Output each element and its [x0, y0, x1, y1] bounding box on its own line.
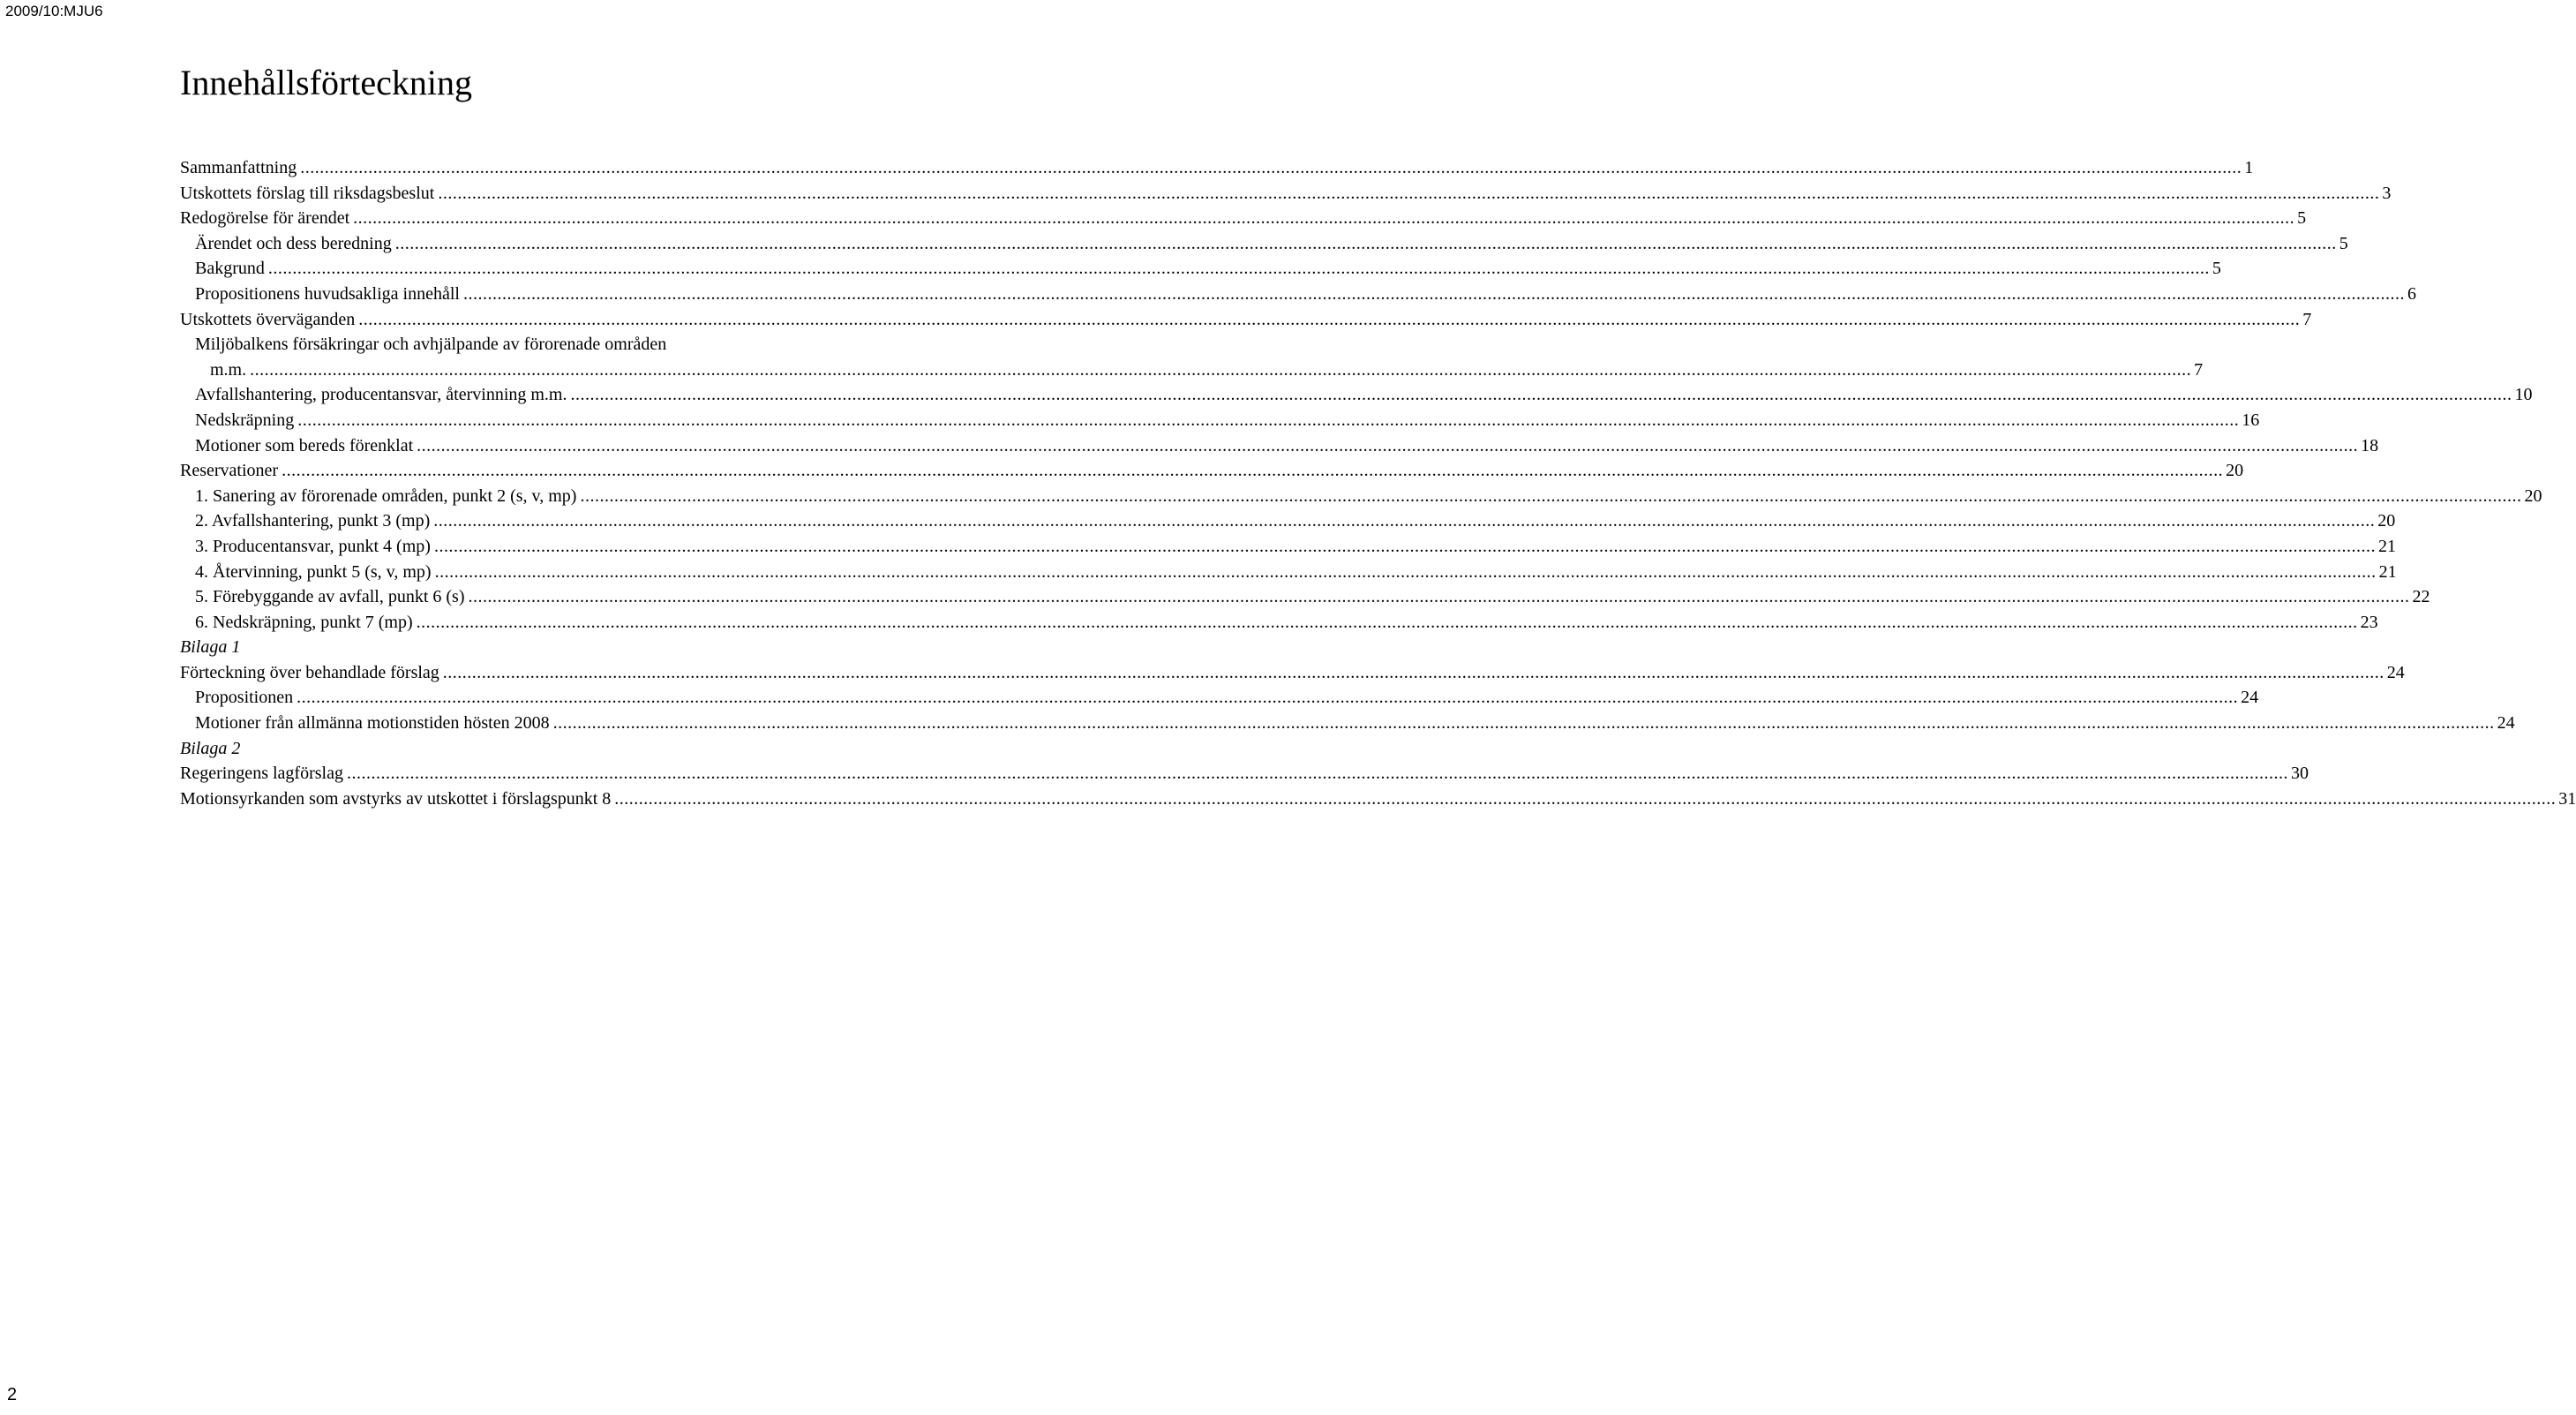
toc-entry-page: 20 — [2524, 485, 2542, 506]
toc-entry-title: Bilaga 2 — [180, 738, 241, 758]
toc-leader-dots: ................................................................................................................................................................................................................................................................................................................................................................................................................ — [442, 662, 2384, 682]
toc-entry-title: Motioner som bereds förenklat — [195, 435, 414, 455]
toc-entry-page: 21 — [2378, 561, 2397, 582]
toc-appendix-heading — [180, 635, 830, 660]
toc-entry-page: 16 — [2242, 410, 2260, 430]
toc-entry-title: Ärendet och dess beredning — [195, 233, 392, 253]
toc-entry-page: 5 — [2212, 259, 2221, 279]
toc-entry[interactable] — [180, 787, 2576, 812]
toc-entry-title: Reservationer — [180, 461, 279, 481]
page-title: Innehållsförteckning — [180, 63, 472, 102]
toc-entry-page: 21 — [2377, 536, 2396, 556]
toc-entry-title: Utskottets överväganden — [180, 309, 356, 329]
toc-leader-dots: ................................................................................................................................................................................................................................................................................................................................................................................................................ — [433, 511, 2376, 531]
toc-entry[interactable] — [180, 307, 2312, 333]
toc-entry[interactable] — [180, 155, 2254, 181]
page-number: 2 — [7, 1385, 18, 1404]
toc-leader-dots: ................................................................................................................................................................................................................................................................................................................................................................................................................ — [353, 208, 2295, 229]
toc-entry-page: 10 — [2514, 385, 2533, 405]
toc-entry-title: 1. Sanering av förorenade områden, punkt 2 (s, v, mp) — [195, 485, 577, 506]
toc-entry-page: 20 — [2377, 511, 2396, 531]
toc-leader-dots: ................................................................................................................................................................................................................................................................................................................................................................................................................ — [614, 788, 2557, 809]
toc-entry-title: m.m. — [210, 359, 247, 380]
toc-leader-dots: ................................................................................................................................................................................................................................................................................................................................................................................................................ — [580, 485, 2522, 506]
toc-entry-page: 7 — [2194, 359, 2204, 380]
toc-leader-dots: ................................................................................................................................................................................................................................................................................................................................................................................................................ — [462, 283, 2405, 304]
toc-leader-dots: ................................................................................................................................................................................................................................................................................................................................................................................................................ — [570, 385, 2512, 405]
toc-entry-page: 24 — [2241, 688, 2259, 708]
toc-entry[interactable] — [180, 181, 2392, 207]
toc-entry[interactable] — [180, 508, 2396, 534]
toc-leader-dots: ................................................................................................................................................................................................................................................................................................................................................................................................................ — [250, 359, 2192, 380]
toc-entry-title: Regeringens lagförslag — [180, 764, 343, 784]
toc-leader-dots: ................................................................................................................................................................................................................................................................................................................................................................................................................ — [358, 309, 2301, 329]
toc-entry-page: 1 — [2244, 158, 2254, 177]
toc-leader-dots: ................................................................................................................................................................................................................................................................................................................................................................................................................ — [433, 536, 2376, 556]
toc-entry-title: Motionsyrkanden som avstyrks av utskottet i förslagspunkt 8 — [180, 788, 612, 809]
toc-entry-title: Miljöbalkens försäkringar och avhjälpande av förorenade områden — [195, 335, 667, 355]
toc-leader-dots: ................................................................................................................................................................................................................................................................................................................................................................................................................ — [552, 713, 2495, 734]
toc-leader-dots: ................................................................................................................................................................................................................................................................................................................................................................................................................ — [267, 259, 2210, 279]
toc-entry-title: Sammanfattning — [180, 158, 297, 177]
toc-entry-title: Propositionen — [195, 688, 294, 708]
toc-entry[interactable] — [180, 433, 2379, 459]
toc-entry[interactable] — [180, 685, 2259, 711]
toc-leader-dots: ................................................................................................................................................................................................................................................................................................................................................................................................................ — [297, 688, 2239, 708]
toc-entry-page: 20 — [2226, 461, 2244, 481]
toc-entry[interactable] — [180, 282, 2416, 307]
toc-entry[interactable] — [180, 206, 2307, 231]
toc-entry-title: Nedskräpning — [195, 410, 295, 430]
toc-entry[interactable] — [180, 761, 2309, 787]
toc-entry-page: 5 — [2339, 233, 2348, 253]
toc-entry-page: 31 — [2558, 788, 2576, 809]
toc-entry[interactable] — [180, 358, 2204, 383]
toc-entry-title: 3. Producentansvar, punkt 4 (mp) — [195, 536, 431, 556]
document-id: 2009/10:MJU6 — [5, 3, 103, 19]
toc-entry-page: 3 — [2382, 183, 2392, 203]
toc-leader-dots: ................................................................................................................................................................................................................................................................................................................................................................................................................ — [468, 587, 2410, 607]
toc-entry-title: Utskottets förslag till riksdagsbeslut — [180, 183, 435, 203]
toc-entry[interactable] — [180, 711, 2515, 736]
toc-entry[interactable] — [180, 484, 2542, 509]
toc-entry-page: 18 — [2361, 435, 2379, 455]
toc-leader-dots: ................................................................................................................................................................................................................................................................................................................................................................................................................ — [297, 410, 2240, 430]
toc-leader-dots: ................................................................................................................................................................................................................................................................................................................................................................................................................ — [434, 561, 2377, 582]
toc-entry[interactable] — [180, 382, 2533, 408]
toc-entry-page: 23 — [2360, 612, 2378, 632]
toc-entry[interactable] — [180, 560, 2397, 585]
table-of-contents — [180, 155, 2576, 811]
toc-entry[interactable] — [180, 332, 830, 358]
toc-entry[interactable] — [180, 458, 2244, 484]
toc-entry-title: 5. Förebyggande av avfall, punkt 6 (s) — [195, 587, 465, 607]
toc-entry-title: Bakgrund — [195, 259, 265, 279]
toc-leader-dots: ................................................................................................................................................................................................................................................................................................................................................................................................................ — [394, 233, 2337, 253]
toc-leader-dots: ................................................................................................................................................................................................................................................................................................................................................................................................................ — [282, 461, 2224, 481]
toc-entry-page: 7 — [2302, 309, 2312, 329]
toc-entry-title: 2. Avfallshantering, punkt 3 (mp) — [195, 511, 431, 531]
toc-entry[interactable] — [180, 610, 2378, 636]
toc-entry-page: 24 — [2497, 713, 2515, 734]
toc-entry-page: 24 — [2386, 662, 2405, 682]
toc-entry-page: 5 — [2297, 208, 2307, 229]
toc-appendix-heading — [180, 736, 830, 762]
toc-leader-dots: ................................................................................................................................................................................................................................................................................................................................................................................................................ — [417, 435, 2359, 455]
toc-entry[interactable] — [180, 534, 2396, 560]
toc-entry-title: Motioner från allmänna motionstiden hösten 2008 — [195, 713, 550, 734]
toc-entry[interactable] — [180, 256, 2221, 282]
toc-entry-title: Bilaga 1 — [180, 637, 241, 658]
toc-leader-dots: ................................................................................................................................................................................................................................................................................................................................................................................................................ — [416, 612, 2358, 632]
toc-entry-title: Propositionens huvudsakliga innehåll — [195, 283, 460, 304]
toc-entry-page: 30 — [2290, 764, 2309, 784]
toc-leader-dots: ................................................................................................................................................................................................................................................................................................................................................................................................................ — [300, 158, 2242, 177]
toc-entry[interactable] — [180, 231, 2348, 257]
toc-entry[interactable] — [180, 584, 2430, 610]
toc-entry-title: 4. Återvinning, punkt 5 (s, v, mp) — [195, 561, 432, 582]
toc-entry[interactable] — [180, 408, 2260, 433]
toc-entry-title: Redogörelse för ärendet — [180, 208, 350, 229]
toc-entry-page: 22 — [2412, 587, 2430, 607]
toc-entry[interactable] — [180, 660, 2405, 686]
toc-entry-title: Avfallshantering, producentansvar, återvinning m.m. — [195, 385, 567, 405]
toc-leader-dots: ................................................................................................................................................................................................................................................................................................................................................................................................................ — [438, 183, 2380, 203]
toc-entry-page: 6 — [2407, 283, 2416, 304]
toc-leader-dots: ................................................................................................................................................................................................................................................................................................................................................................................................................ — [346, 764, 2288, 784]
toc-entry-title: Förteckning över behandlade förslag — [180, 662, 439, 682]
toc-entry-title: 6. Nedskräpning, punkt 7 (mp) — [195, 612, 413, 632]
